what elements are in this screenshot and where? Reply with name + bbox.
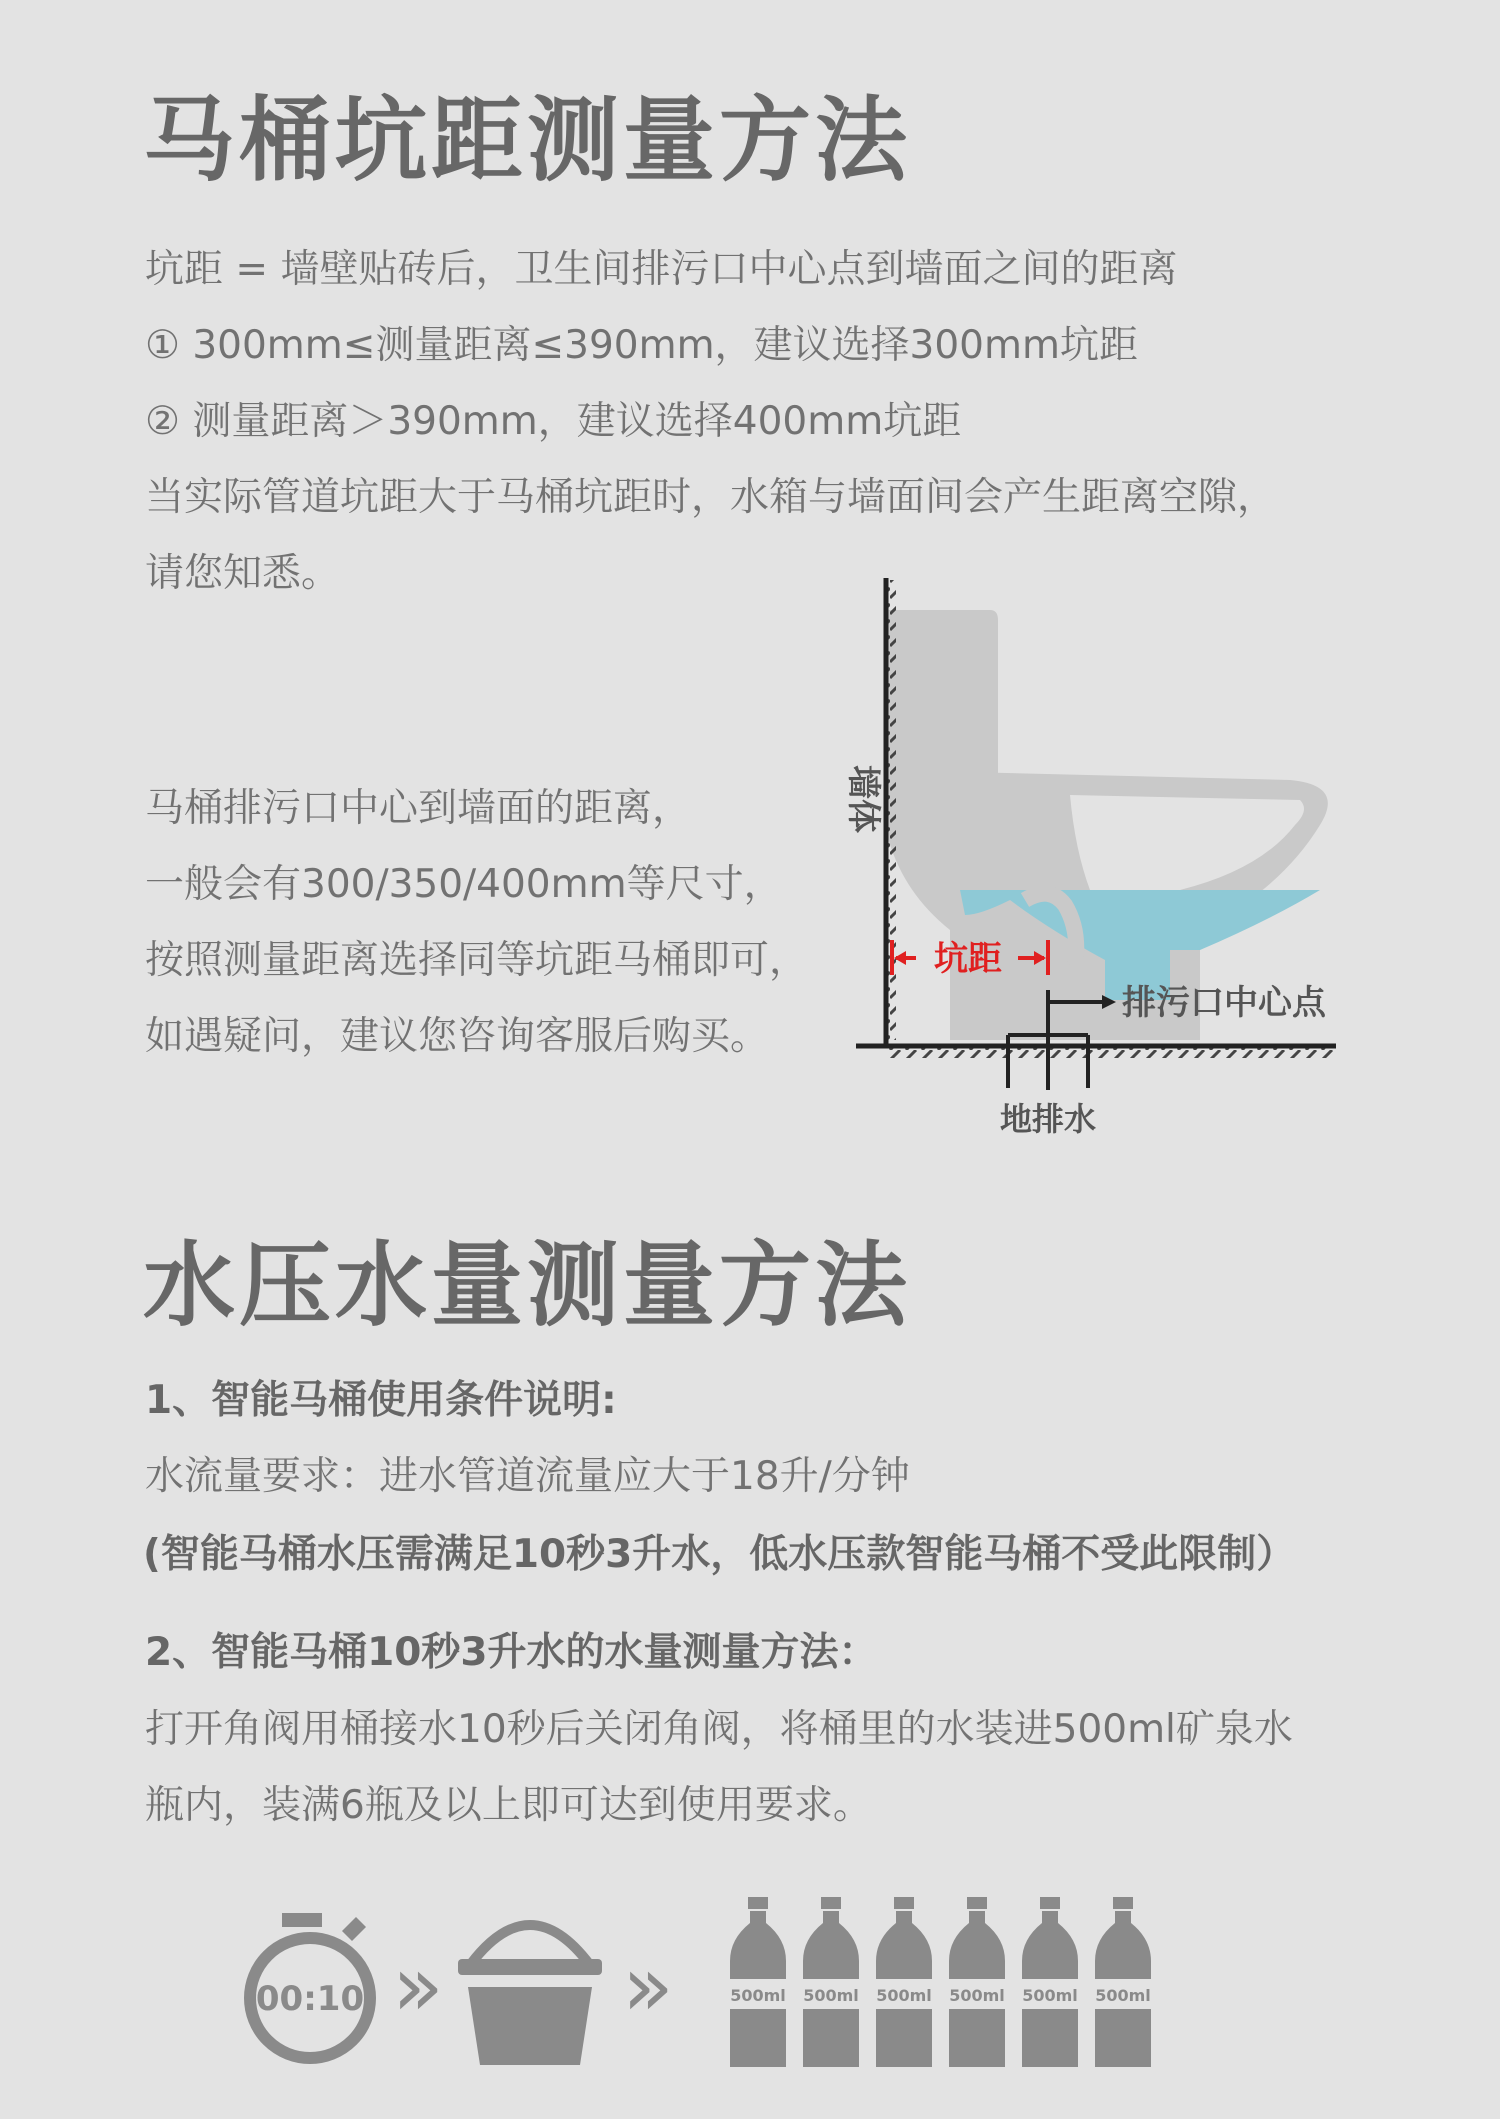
- pit-label: 坑距: [934, 939, 1002, 979]
- side-text-1: 马桶排污口中心到墙面的距离，: [145, 786, 692, 831]
- bottle-label: 500ml: [1022, 1986, 1078, 2005]
- bottle-icon: [876, 1897, 932, 2067]
- wall-label: 墙体: [843, 765, 883, 833]
- outlet-label: 排污口中心点: [1122, 983, 1326, 1023]
- bucket-icon: [458, 1925, 602, 2065]
- bottle-icon: [803, 1897, 859, 2067]
- pit-rule-2: ② 测量距离＞390mm，建议选择400mm坑距: [145, 399, 962, 444]
- bottle-label: 500ml: [730, 1986, 786, 2005]
- item1-line-1: 水流量要求：进水管道流量应大于18升/分钟: [145, 1454, 910, 1499]
- item2-line-1: 打开角阀用桶接水10秒后关闭角阀，将桶里的水装进500ml矿泉水: [145, 1707, 1293, 1752]
- side-text-3: 按照测量距离选择同等坑距马桶即可，: [145, 938, 809, 983]
- bottle-label: 500ml: [803, 1986, 859, 2005]
- pit-rule-1: ① 300mm≤测量距离≤390mm，建议选择300mm坑距: [145, 323, 1138, 368]
- section1-title: 马桶坑距测量方法: [143, 87, 912, 194]
- stopwatch-icon: [250, 1913, 370, 2058]
- bottle-label: 500ml: [1095, 1986, 1151, 2005]
- arrow-icon: »: [622, 1937, 674, 2035]
- arrow-icon: »: [392, 1937, 444, 2035]
- side-text-4: 如遇疑问，建议您咨询客服后购买。: [145, 1014, 770, 1059]
- pit-note-line-1: 当实际管道坑距大于马桶坑距时，水箱与墙面间会产生距离空隙，: [145, 475, 1277, 520]
- item2-line-2: 瓶内，装满6瓶及以上即可达到使用要求。: [145, 1783, 872, 1828]
- toilet-pit-diagram: [840, 570, 1360, 1150]
- timer-text: 00:10: [255, 1979, 365, 2019]
- section2-title: 水压水量测量方法: [143, 1232, 912, 1339]
- bottle-label: 500ml: [949, 1986, 1005, 2005]
- item1-heading: 1、智能马桶使用条件说明:: [145, 1378, 617, 1423]
- side-text-2: 一般会有300/350/400mm等尺寸，: [145, 862, 783, 907]
- bottle-icon: [949, 1897, 1005, 2067]
- item2-heading: 2、智能马桶10秒3升水的水量测量方法：: [145, 1630, 878, 1675]
- measurement-steps-illustration: [230, 1895, 1270, 2075]
- bottle-label: 500ml: [876, 1986, 932, 2005]
- pit-note-line-2: 请您知悉。: [145, 551, 341, 596]
- pit-definition: 坑距 = 墙壁贴砖后，卫生间排污口中心点到墙面之间的距离: [145, 247, 1178, 292]
- bottle-icon: [1095, 1897, 1151, 2067]
- bottle-icon: [730, 1897, 786, 2067]
- bottle-row: [730, 1897, 1151, 2067]
- floor-drain-label: 地排水: [999, 1100, 1097, 1138]
- bottle-icon: [1022, 1897, 1078, 2067]
- item1-line-2: (智能马桶水压需满足10秒3升水，低水压款智能马桶不受此限制）: [143, 1532, 1296, 1577]
